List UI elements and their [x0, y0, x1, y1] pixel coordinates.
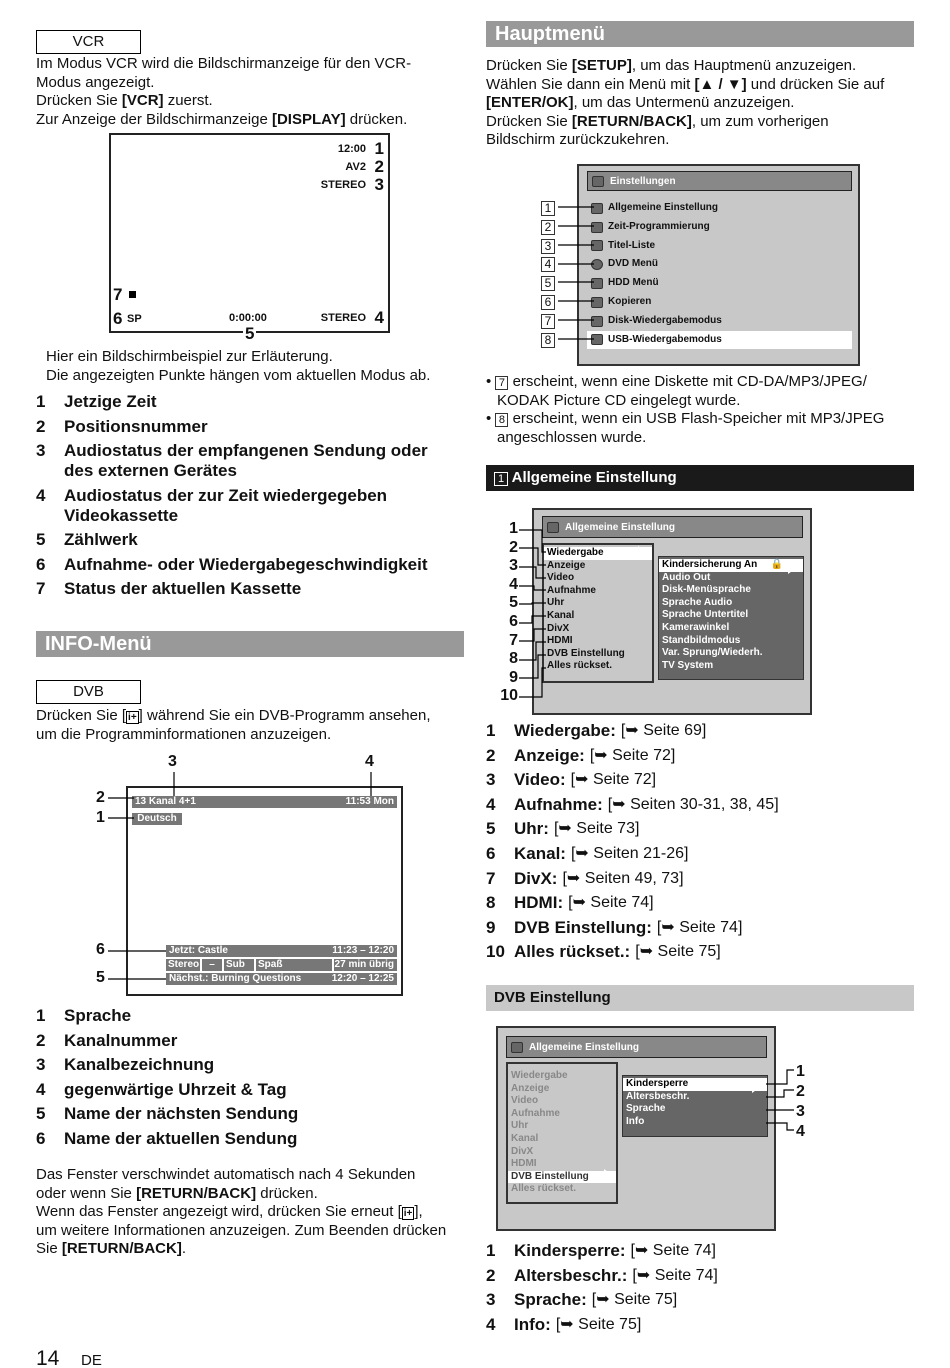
menu-item-divx[interactable]: DivX [511, 1145, 534, 1157]
menu-item-divx[interactable]: DivX [547, 622, 570, 634]
list-item: 5 Zählwerk [36, 530, 138, 549]
list-item: 9 DVB Einstellung: [➥ Seite 74] [486, 917, 743, 937]
menu-item-standbildmodus[interactable]: Standbildmodus [662, 634, 741, 646]
vcr-n2: 2 [374, 157, 384, 176]
menu-item-info[interactable]: Info [626, 1115, 645, 1127]
menu-item-sprache[interactable]: Sprache [626, 1103, 666, 1115]
dvb-menu-title: Allgemeine Einstellung [506, 1036, 767, 1058]
info-button-icon: i+ [403, 1208, 413, 1219]
arrow-icon: ➥ [612, 795, 626, 813]
list-item: 2 Anzeige: [➥ Seite 72] [486, 745, 676, 765]
menu-item-alles-ruckset[interactable]: Alles rückset. [511, 1183, 577, 1195]
page-number: 14 [36, 1347, 60, 1368]
vcr-n7: 7 [113, 285, 123, 304]
arrow-icon: ➥ [596, 1291, 610, 1309]
vcr-tag: VCR [36, 30, 141, 54]
hauptmenu-notes: • 7 erscheint, wenn eine Diskette mit CD-DA/MP3/JPEG/ KODAK Picture CD eingelegt wurde. • 8 erscheint, wenn ein USB Flash-Speicher mit MP3/JPEG angeschlossen wurde. [486, 373, 885, 446]
menu-item-sprache-untertitel[interactable]: Sprache Untertitel [662, 609, 749, 621]
page-lang: DE [81, 1352, 102, 1368]
menu-item-tv-system[interactable]: TV System [662, 659, 714, 671]
info-n6: 6 [96, 941, 105, 958]
menu-item-aufnahme[interactable]: Aufnahme [511, 1107, 560, 1119]
vcr-stereo-bottom: STEREO [320, 312, 366, 324]
allgemeine-menu-title: Allgemeine Einstellung [542, 516, 803, 538]
menu-item-hdd-menu[interactable]: HDD Menü [587, 274, 852, 293]
list-item: 3 Kanalbezeichnung [36, 1055, 215, 1074]
allgemeine-heading: 1 Allgemeine Einstellung [486, 465, 914, 491]
vcr-n3: 3 [374, 175, 384, 194]
vcr-n4: 4 [374, 308, 384, 327]
dvb-tag: DVB [36, 680, 141, 704]
arrow-icon: ➥ [636, 1266, 651, 1284]
menu-item-kanal[interactable]: Kanal [547, 609, 575, 621]
list-item: 1 Kindersperre: [➥ Seite 74] [486, 1241, 716, 1260]
vcr-intro: Im Modus VCR wird die Bildschirmanzeige für den VCR- Modus angezeigt. Drücken Sie [VCR] zuerst. Zur Anzeige der Bildschirmanzeige [DISPLAY] drücken. [36, 55, 412, 128]
list-item: 2 Positionsnummer [36, 416, 208, 436]
info-button-icon: i+ [128, 712, 137, 723]
info-intro: Drücken Sie [ i+ ] während Sie ein DVB-Programm ansehen, um die Programminformationen anzuzeigen. [36, 707, 431, 743]
allgemeine-callout-numbers: 1 2 3 4 5 6 7 8 9 10 [500, 520, 518, 705]
info-heading: INFO-Menü [36, 631, 464, 657]
list-item: 5 Name der nächsten Sendung [36, 1104, 299, 1123]
menu-item-anzeige[interactable]: Anzeige [511, 1082, 550, 1094]
list-item: 7 Status der aktuellen Kassette [36, 579, 302, 598]
vcr-speed: SP [127, 313, 142, 325]
menu-item-uhr[interactable]: Uhr [547, 597, 565, 609]
menu-item-allgemeine-einstellung[interactable]: Allgemeine Einstellung [587, 199, 852, 218]
list-item: 1 Sprache [36, 1006, 132, 1025]
menu-item-dvb-einstellung[interactable]: DVB Einstellung [547, 647, 625, 659]
list-item: 8 HDMI: [➥ Seite 74] [486, 893, 654, 913]
menu-item-var-sprung[interactable]: Var. Sprung/Wiederh. [662, 647, 763, 659]
list-item: 3 Video: [➥ Seite 72] [486, 770, 657, 790]
hauptmenu-intro: Drücken Sie [SETUP], um das Hauptmenü anzuzeigen. Wählen Sie dann ein Menü mit [▲ / ▼] und drücken Sie auf [ENTER/OK], um das Untermenü anzuzeigen. Drücken Sie [RETURN/BACK], um zum vorherigen Bildschirm zurückzukehren. [486, 57, 885, 148]
arrow-icon: ➥ [594, 746, 608, 764]
menu-item-dvd-menu[interactable]: DVD Menü [587, 255, 852, 274]
main-menu-number-boxes: 1 2 3 4 5 6 7 8 [541, 199, 559, 349]
list-item: 4 Info: [➥ Seite 75] [486, 1314, 642, 1334]
list-item: 6 Kanal: [➥ Seiten 21-26] [486, 843, 689, 863]
info-n4: 4 [365, 753, 374, 770]
list-item: 10 Alles rückset.: [➥ Seite 75] [486, 942, 721, 962]
list-item: 5 Uhr: [➥ Seite 73] [486, 819, 640, 839]
arrow-icon: ➥ [558, 820, 572, 838]
main-menu-title: Einstellungen [587, 171, 852, 191]
menu-item-video[interactable]: Video [511, 1095, 539, 1107]
list-item: 4 Audiostatus der zur Zeit wiedergegeben Videokassette [36, 485, 388, 525]
menu-item-altersbeschr[interactable]: Altersbeschr. [626, 1090, 690, 1102]
arrow-icon: ➥ [560, 1315, 574, 1333]
list-item: 6 Name der aktuellen Sendung [36, 1128, 298, 1148]
list-item: 7 DivX: [➥ Seiten 49, 73] [486, 868, 684, 888]
list-item: 3 Sprache: [➥ Seite 75] [486, 1290, 678, 1310]
arrow-icon: ➥ [634, 1242, 649, 1259]
menu-item-zeit-programmierung[interactable]: Zeit-Programmierung [587, 218, 852, 237]
vcr-stereo-top: STEREO [320, 179, 366, 191]
menu-item-audio-out[interactable]: Audio Out [662, 571, 711, 583]
vcr-caption: Hier ein Bildschirmbeispiel zur Erläuterung. Die angezeigten Punkte hängen vom aktuellen Modus ab. [46, 348, 431, 384]
menu-item-kindersicherung[interactable]: Kindersicherung An 🔒 [659, 559, 803, 572]
info-top-bar: 13 Kanal 4+1 11:53 Mon [132, 796, 397, 808]
menu-item-hdmi[interactable]: HDMI [511, 1158, 537, 1170]
arrow-icon: ➥ [575, 844, 589, 862]
arrow-icon: ➥ [575, 771, 589, 789]
vcr-time: 12:00 [337, 143, 366, 155]
arrow-icon: ➥ [639, 943, 654, 961]
menu-item-disk-wiedergabemodus[interactable]: Disk-Wiedergabemodus [587, 312, 852, 331]
menu-item-titel-liste[interactable]: Titel-Liste [587, 237, 852, 256]
list-item: 6 Aufnahme- oder Wiedergabegeschwindigkeit [36, 554, 428, 574]
list-item: 2 Altersbeschr.: [➥ Seite 74] [486, 1265, 718, 1285]
menu-item-anzeige[interactable]: Anzeige [547, 559, 586, 571]
menu-item-kanal[interactable]: Kanal [511, 1132, 539, 1144]
menu-item-hdmi[interactable]: HDMI [547, 635, 573, 647]
list-item: 1 Jetzige Zeit [36, 392, 157, 411]
info-n3: 3 [168, 753, 177, 770]
menu-item-video[interactable]: Video [547, 572, 575, 584]
dvb-einstellung-heading: DVB Einstellung [486, 985, 914, 1011]
info-bottom-panel: Jetzt: Castle 11:23 – 12:20 Stereo – Sub Spaß 27 min übrig Nächst.: Burning Questions 12:20 – 12:25 [166, 945, 397, 985]
hauptmenu-heading: Hauptmenü [486, 21, 914, 47]
vcr-n6: 6 [113, 309, 123, 328]
menu-item-usb-wiedergabemodus[interactable]: USB-Wiedergabemodus [587, 331, 852, 350]
info-n2: 2 [96, 789, 105, 806]
vcr-n1: 1 [374, 139, 384, 158]
lock-icon: 🔒 [770, 559, 783, 570]
arrow-icon: ➥ [566, 869, 581, 887]
menu-item-uhr[interactable]: Uhr [511, 1120, 529, 1132]
info-n1: 1 [96, 809, 105, 826]
arrow-icon: ➥ [661, 918, 675, 936]
menu-item-disk-menusprache[interactable]: Disk-Menüsprache [662, 584, 751, 596]
list-item: 4 gegenwärtige Uhrzeit & Tag [36, 1079, 287, 1099]
list-item: 3 Audiostatus der empfangenen Sendung oder des externen Gerätes [36, 441, 428, 480]
menu-item-dvb-einstellung[interactable]: DVB Einstellung [508, 1171, 616, 1184]
menu-item-wiedergabe[interactable]: Wiedergabe [511, 1070, 568, 1081]
arrow-icon: ➥ [625, 722, 639, 739]
dvb-reference-list [486, 1241, 916, 1339]
arrow-icon: ➥ [572, 894, 586, 912]
menu-item-sprache-audio[interactable]: Sprache Audio [662, 596, 733, 608]
menu-item-kindersperre[interactable]: Kindersperre [623, 1078, 767, 1091]
vcr-position: AV2 [345, 161, 366, 173]
menu-item-wiedergabe[interactable]: Wiedergabe [544, 547, 652, 560]
info-n5: 5 [96, 969, 105, 986]
language-badge: Deutsch [132, 813, 182, 825]
list-item: 2 Kanalnummer [36, 1030, 178, 1050]
info-note: Das Fenster verschwindet automatisch nach 4 Sekunden oder wenn Sie [RETURN/BACK] drücken. Wenn das Fenster angezeigt wird, drücken Sie erneut [ i+ ], um weitere Informationen anzuzeigen. Zum Beenden drücken Sie [RETURN/BACK]. [36, 1166, 447, 1257]
menu-item-kamerawinkel[interactable]: Kamerawinkel [662, 621, 730, 633]
list-item: 1 Wiedergabe: [➥ Seite 69] [486, 721, 707, 740]
menu-item-aufnahme[interactable]: Aufnahme [547, 584, 596, 596]
list-item: 4 Aufnahme: [➥ Seiten 30-31, 38, 45] [486, 794, 779, 814]
dvb-callout-numbers: 1 2 3 4 [796, 1063, 805, 1140]
menu-item-alles-ruckset[interactable]: Alles rückset. [547, 660, 613, 672]
vcr-counter: 0:00:00 [229, 312, 267, 324]
vcr-n5: 5 [245, 324, 255, 343]
menu-item-kopieren[interactable]: Kopieren [587, 293, 852, 312]
